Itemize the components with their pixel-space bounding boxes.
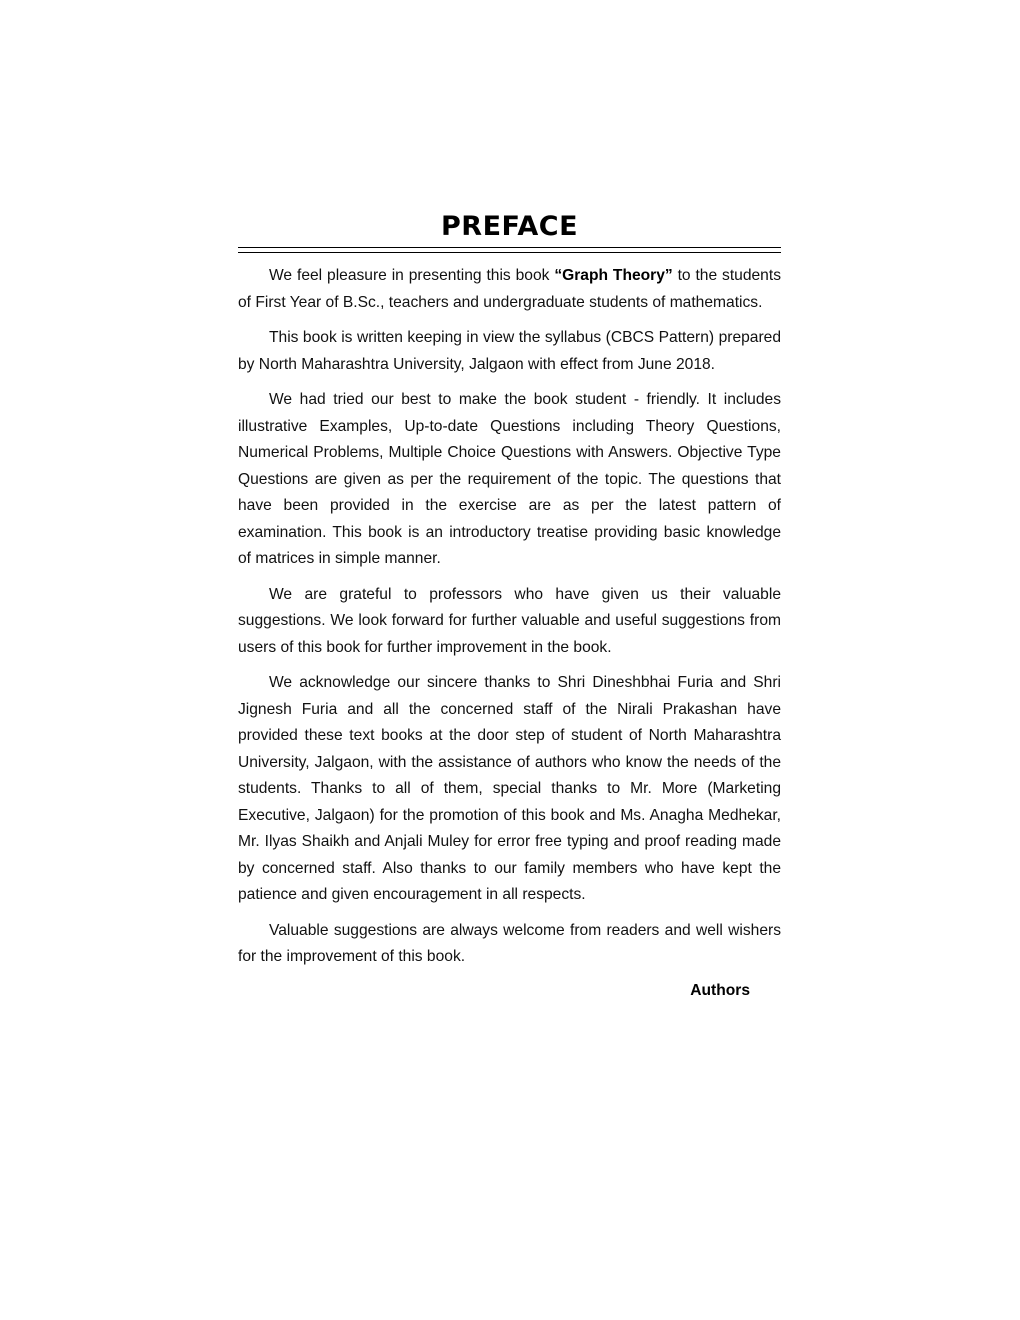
page-title: PREFACE xyxy=(440,211,579,242)
paragraph-intro-lead: We feel pleasure in presenting this book xyxy=(269,267,555,284)
paragraph-acknowledgements: We acknowledge our sincere thanks to Shri Dineshbhai Furia and Shri Jignesh Furia and all the concerned staff of the Nirali Prakashan have provided these text books at the door step of student of North Maharashtra University, Jalgaon, with the assistance of authors who know the needs of the students. Thanks to all of them, special thanks to Mr. More (Marketing Executive, Jalgaon) for the promotion of this book and Ms. Anagha Medhekar, Mr. Ilyas Shaikh and Anjali Muley for error free typing and proof reading made by concerned staff. Also thanks to our family members who have kept the patience and given encouragement in all respects. xyxy=(238,674,781,903)
paragraph-gratitude: We are grateful to professors who have given us their valuable suggestions. We look forward for further valuable and useful suggestions from users of this book for further improvement in the book. xyxy=(238,585,781,656)
preface-page xyxy=(238,207,781,1004)
paragraph-suggestions: Valuable suggestions are always welcome from readers and well wishers for the improvement of this book. xyxy=(238,921,781,965)
paragraph-intro xyxy=(238,263,781,316)
book-title: “Graph Theory” xyxy=(554,267,673,284)
signature-authors: Authors xyxy=(690,981,750,999)
paragraph-contents: We had tried our best to make the book student - friendly. It includes illustrative Examples, Up-to-date Questions including Theory Questions, Numerical Problems, Multiple Choice Questions with Answers. Objective Type Questions are given as per the requirement of the topic. The questions that have been provided in the exercise are as per the latest pattern of examination. This book is an introductory treatise providing basic knowledge of matrices in simple manner. xyxy=(238,391,781,567)
preface-body xyxy=(238,263,781,1004)
paragraph-intro-rest: to the students of First Year of B.Sc., teachers and undergraduate students of mathematics. xyxy=(238,267,781,311)
title-double-rule xyxy=(238,247,781,253)
paragraph-syllabus: This book is written keeping in view the syllabus (CBCS Pattern) prepared by North Maharashtra University, Jalgaon with effect from June 2018. xyxy=(238,329,781,373)
